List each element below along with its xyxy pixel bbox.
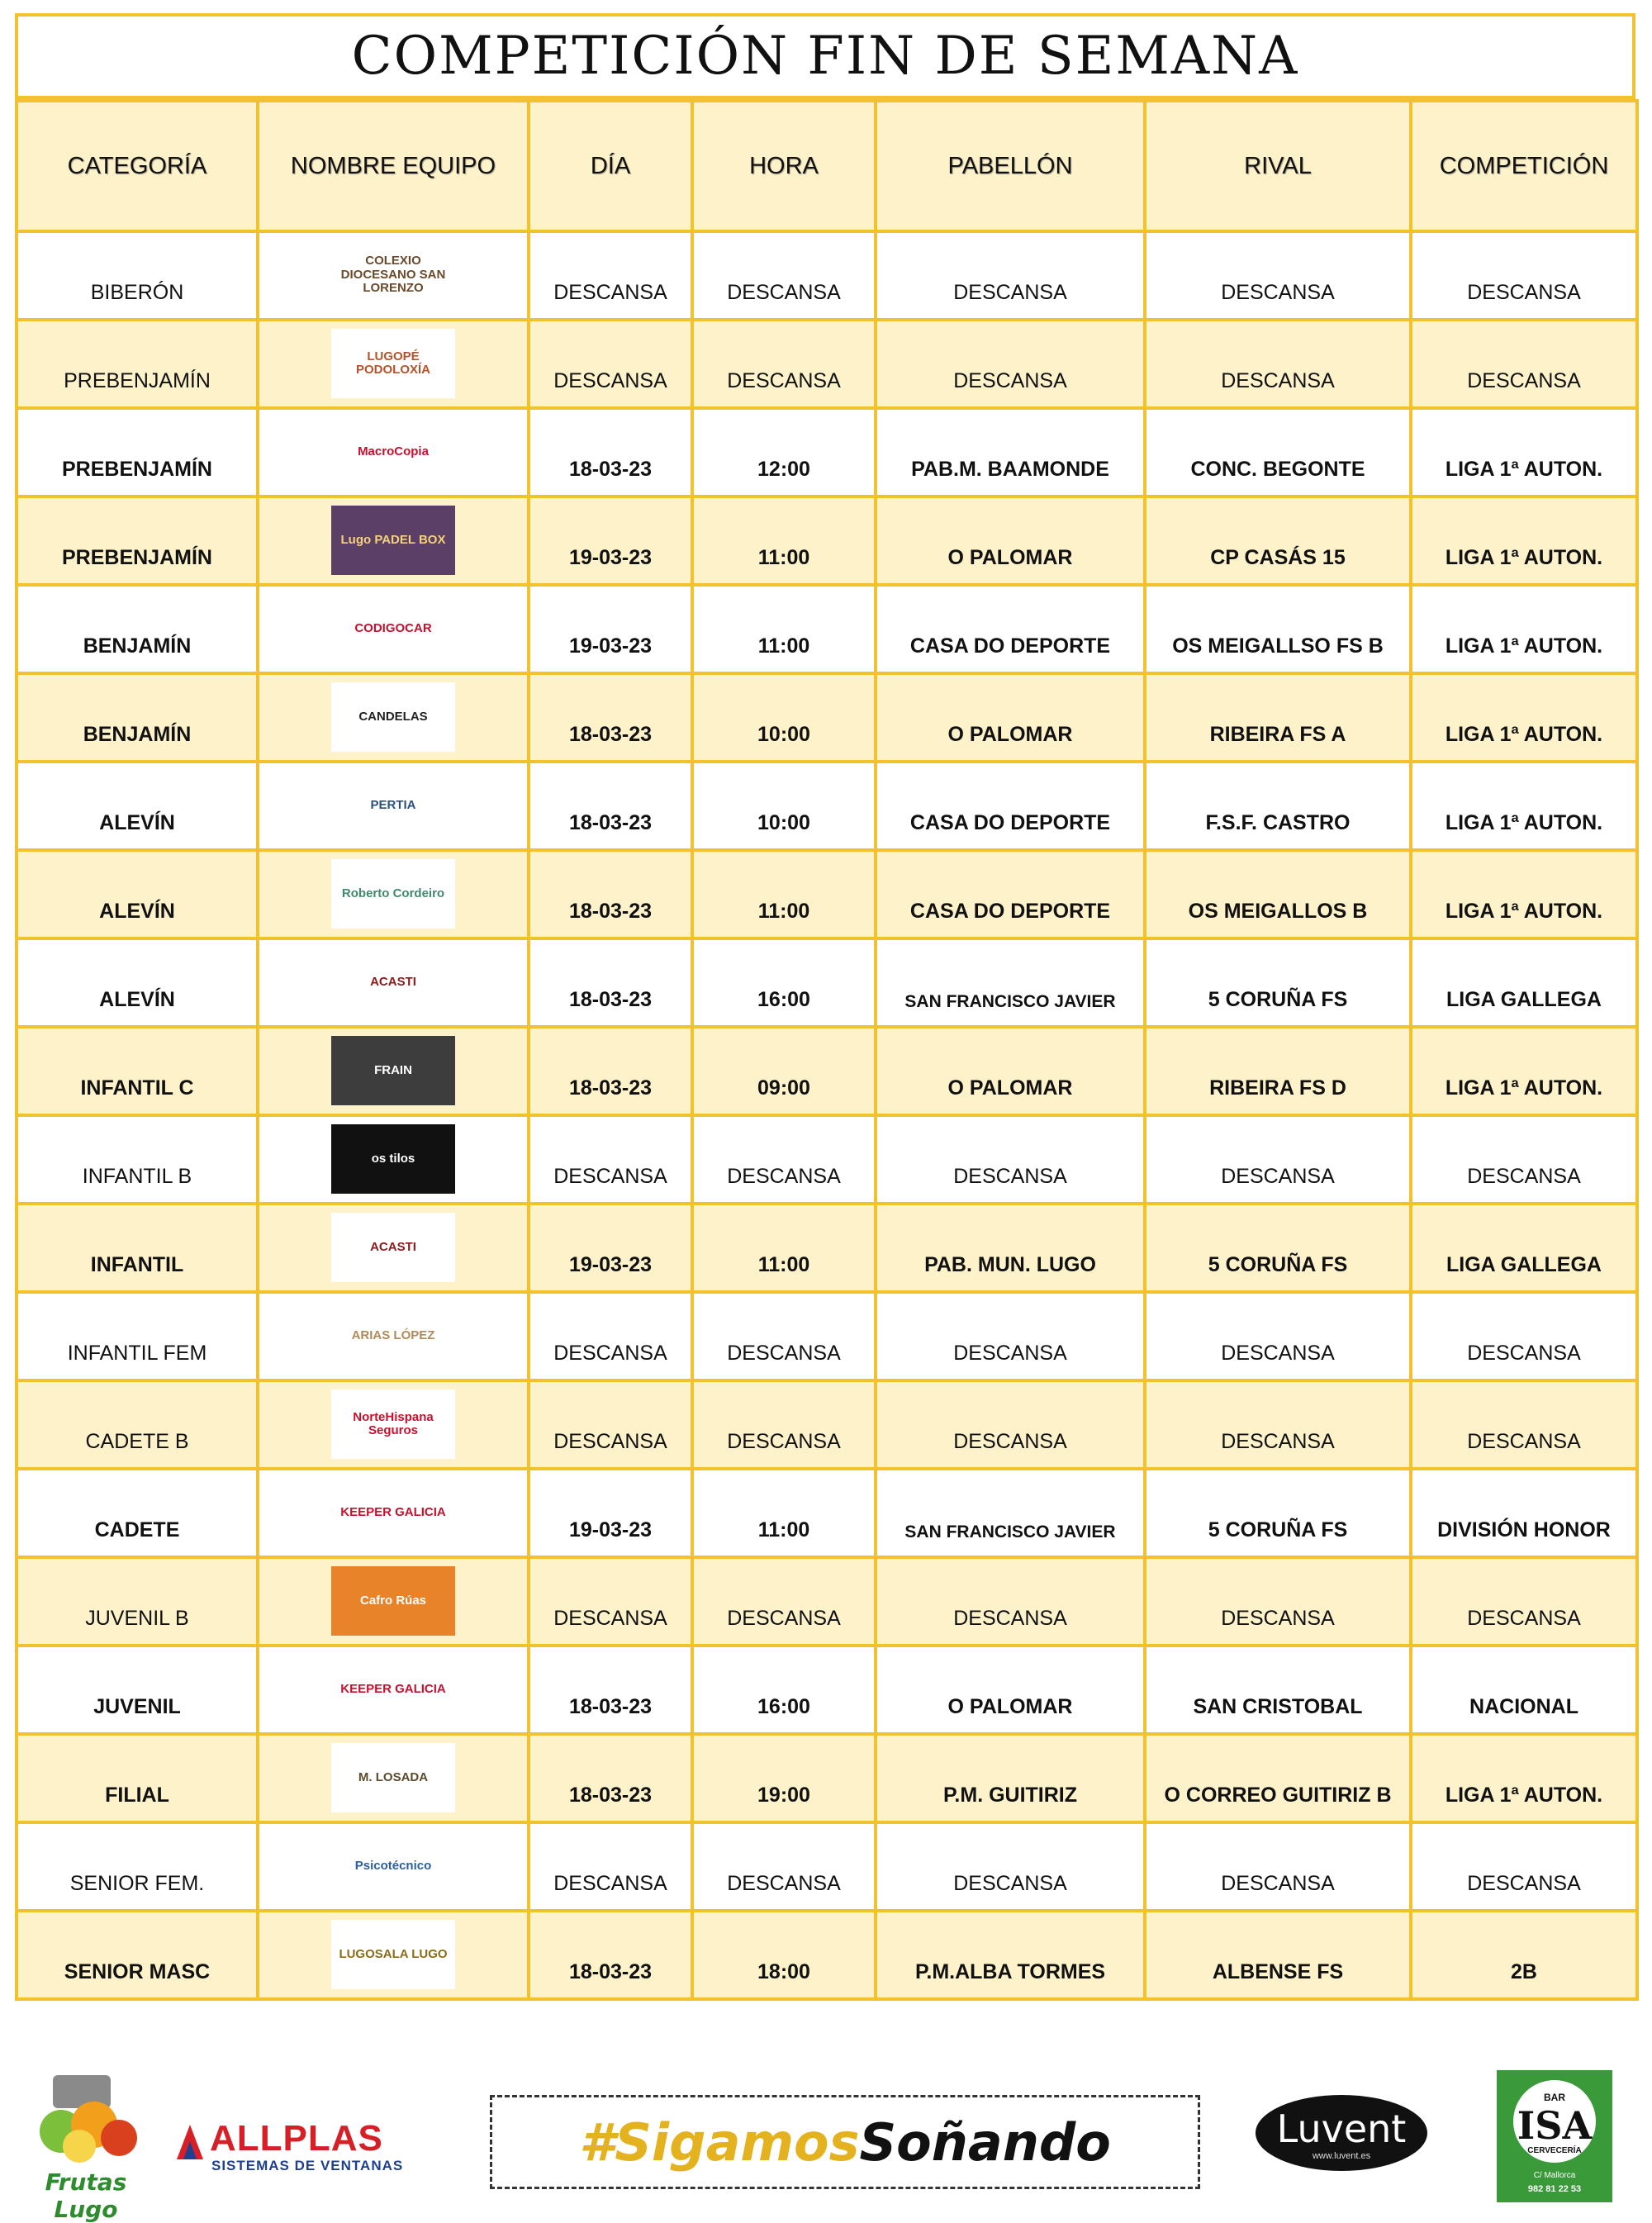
cell-hora: DESCANSA [692,1292,876,1380]
table-row [17,1292,1637,1380]
bar-isa-name: ISA [1517,2103,1593,2148]
cell-competicion: DESCANSA [1411,1822,1637,1911]
cell-dia: 18-03-23 [529,1646,692,1734]
cell-dia: DESCANSA [529,1557,692,1646]
table-row [17,1115,1637,1204]
cell-competicion: LIGA 1ª AUTON. [1411,673,1637,762]
cell-competicion: NACIONAL [1411,1646,1637,1734]
page-title: COMPETICIÓN FIN DE SEMANA [351,26,1299,87]
table-row [17,1822,1637,1911]
team-sponsor-cell [258,320,529,408]
cell-rival: DESCANSA [1145,1292,1411,1380]
team-sponsor-cell [258,1469,529,1557]
sponsor-logo: Cafro Rúas [331,1566,455,1636]
team-sponsor-cell [258,1734,529,1822]
cell-hora: 11:00 [692,1204,876,1292]
team-sponsor-cell [258,762,529,850]
cell-hora: 10:00 [692,673,876,762]
header-nombre-equipo: NOMBRE EQUIPO [258,101,529,231]
sponsor-logo: ARIAS LÓPEZ [331,1301,455,1370]
cell-competicion: LIGA 1ª AUTON. [1411,585,1637,673]
cell-dia: 18-03-23 [529,938,692,1027]
cell-hora: 12:00 [692,408,876,496]
team-sponsor-cell [258,1557,529,1646]
table-row [17,1646,1637,1734]
cell-rival: OS MEIGALLOS B [1145,850,1411,938]
cell-categoria: INFANTIL C [17,1027,258,1115]
cell-pabellon: SAN FRANCISCO JAVIER [876,938,1145,1027]
cell-rival: RIBEIRA FS A [1145,673,1411,762]
cell-competicion: LIGA 1ª AUTON. [1411,762,1637,850]
cell-competicion: DESCANSA [1411,1557,1637,1646]
allplas-mark-icon [173,2121,206,2163]
cell-rival: 5 CORUÑA FS [1145,938,1411,1027]
sponsor-logo: M. LOSADA [331,1743,455,1812]
sponsor-logo: ACASTI [331,948,455,1017]
cell-rival: DESCANSA [1145,1380,1411,1469]
cell-competicion: 2B [1411,1911,1637,1999]
schedule-table [15,99,1639,2001]
table-row [17,496,1637,585]
cell-pabellon: DESCANSA [876,1557,1145,1646]
cell-rival: DESCANSA [1145,1557,1411,1646]
header-dia: DÍA [529,101,692,231]
cell-pabellon: PAB. MUN. LUGO [876,1204,1145,1292]
sponsor-logo: ACASTI [331,1213,455,1282]
sponsor-logo: KEEPER GALICIA [331,1478,455,1547]
table-row [17,585,1637,673]
cell-hora: DESCANSA [692,231,876,320]
cell-rival: ALBENSE FS [1145,1911,1411,1999]
cell-rival: SAN CRISTOBAL [1145,1646,1411,1734]
cell-pabellon: O PALOMAR [876,496,1145,585]
cell-hora: 09:00 [692,1027,876,1115]
cell-categoria: PREBENJAMÍN [17,496,258,585]
sponsor-logo: LUGOPÉ PODOLOXÍA [331,329,455,398]
table-row [17,938,1637,1027]
sponsor-logo: COLEXIO DIOCESANO SAN LORENZO [331,240,455,310]
cell-rival: CONC. BEGONTE [1145,408,1411,496]
hashtag-banner [490,2095,1200,2189]
cell-categoria: INFANTIL [17,1204,258,1292]
cell-dia: 18-03-23 [529,1734,692,1822]
sponsor-logo: MacroCopia [331,417,455,487]
cell-pabellon: DESCANSA [876,1822,1145,1911]
cell-rival: 5 CORUÑA FS [1145,1469,1411,1557]
table-row [17,762,1637,850]
team-sponsor-cell [258,673,529,762]
table-row [17,1734,1637,1822]
cell-competicion: DESCANSA [1411,1380,1637,1469]
team-sponsor-cell [258,1822,529,1911]
cell-categoria: SENIOR MASC [17,1911,258,1999]
cell-rival: RIBEIRA FS D [1145,1027,1411,1115]
sponsor-logo: FRAIN [331,1036,455,1105]
bar-isa-address: C/ Mallorca [1533,2171,1576,2180]
table-row [17,1380,1637,1469]
team-sponsor-cell [258,496,529,585]
team-sponsor-cell [258,1292,529,1380]
table-row [17,1911,1637,1999]
cell-rival: DESCANSA [1145,231,1411,320]
team-sponsor-cell [258,850,529,938]
bar-isa-sub: CERVECERÍA [1527,2146,1582,2155]
hashtag-part2: Soñando [859,2111,1111,2173]
cell-hora: DESCANSA [692,1115,876,1204]
cell-pabellon: DESCANSA [876,1115,1145,1204]
cell-categoria: INFANTIL B [17,1115,258,1204]
table-row [17,1027,1637,1115]
table-row [17,673,1637,762]
cell-hora: DESCANSA [692,320,876,408]
cell-categoria: BENJAMÍN [17,585,258,673]
cell-rival: DESCANSA [1145,320,1411,408]
cell-hora: 10:00 [692,762,876,850]
cell-pabellon: CASA DO DEPORTE [876,585,1145,673]
cell-pabellon: PAB.M. BAAMONDE [876,408,1145,496]
cell-dia: 18-03-23 [529,762,692,850]
cell-competicion: LIGA 1ª AUTON. [1411,496,1637,585]
frutas-lugo-logo [28,2073,144,2223]
sponsor-logo: CANDELAS [331,682,455,752]
cell-categoria: SENIOR FEM. [17,1822,258,1911]
cell-competicion: LIGA 1ª AUTON. [1411,850,1637,938]
table-row [17,320,1637,408]
cell-categoria: FILIAL [17,1734,258,1822]
allplas-logo [173,2118,421,2176]
cell-dia: DESCANSA [529,1380,692,1469]
cell-dia: DESCANSA [529,231,692,320]
bar-isa-logo [1497,2070,1612,2202]
cell-rival: OS MEIGALLSO FS B [1145,585,1411,673]
sponsor-logo: NorteHispana Seguros [331,1389,455,1459]
table-row [17,1204,1637,1292]
team-sponsor-cell [258,1380,529,1469]
cell-dia: DESCANSA [529,320,692,408]
cell-categoria: JUVENIL B [17,1557,258,1646]
cell-pabellon: O PALOMAR [876,1027,1145,1115]
header-competicion: COMPETICIÓN [1411,101,1637,231]
cell-hora: 11:00 [692,1469,876,1557]
team-sponsor-cell [258,1204,529,1292]
cell-pabellon: P.M.ALBA TORMES [876,1911,1145,1999]
cell-hora: 16:00 [692,1646,876,1734]
cell-pabellon: O PALOMAR [876,1646,1145,1734]
table-row [17,231,1637,320]
cell-categoria: PREBENJAMÍN [17,408,258,496]
table-row [17,408,1637,496]
cell-dia: DESCANSA [529,1115,692,1204]
header-rival: RIVAL [1145,101,1411,231]
cell-competicion: LIGA 1ª AUTON. [1411,1027,1637,1115]
sponsor-logo: CODIGOCAR [331,594,455,663]
cell-dia: 19-03-23 [529,496,692,585]
cell-categoria: ALEVÍN [17,850,258,938]
table-row [17,850,1637,938]
cell-dia: 19-03-23 [529,1469,692,1557]
cell-categoria: PREBENJAMÍN [17,320,258,408]
header-categoria: CATEGORÍA [17,101,258,231]
cell-hora: DESCANSA [692,1557,876,1646]
cell-pabellon: DESCANSA [876,1380,1145,1469]
sponsor-logo: KEEPER GALICIA [331,1655,455,1724]
sponsor-footer [0,2049,1652,2223]
cell-competicion: DESCANSA [1411,1292,1637,1380]
luvent-url: www.luvent.es [1312,2151,1371,2161]
cell-rival: 5 CORUÑA FS [1145,1204,1411,1292]
cell-rival: CP CASÁS 15 [1145,496,1411,585]
header-row [17,101,1637,231]
cell-pabellon: DESCANSA [876,320,1145,408]
table-row [17,1469,1637,1557]
cell-dia: 18-03-23 [529,850,692,938]
cell-categoria: CADETE [17,1469,258,1557]
cell-dia: DESCANSA [529,1822,692,1911]
team-sponsor-cell [258,408,529,496]
cell-hora: 19:00 [692,1734,876,1822]
cell-competicion: DIVISIÓN HONOR [1411,1469,1637,1557]
cell-categoria: BENJAMÍN [17,673,258,762]
allplas-name: ALLPLAS [210,2118,383,2159]
team-sponsor-cell [258,938,529,1027]
header-hora: HORA [692,101,876,231]
team-sponsor-cell [258,1115,529,1204]
cell-rival: O CORREO GUITIRIZ B [1145,1734,1411,1822]
cell-competicion: LIGA GALLEGA [1411,938,1637,1027]
bar-isa-phone: 982 81 22 53 [1527,2184,1582,2194]
cell-hora: DESCANSA [692,1380,876,1469]
cell-pabellon: CASA DO DEPORTE [876,762,1145,850]
cell-categoria: ALEVÍN [17,938,258,1027]
cell-hora: 16:00 [692,938,876,1027]
cell-competicion: LIGA GALLEGA [1411,1204,1637,1292]
team-sponsor-cell [258,231,529,320]
cell-rival: F.S.F. CASTRO [1145,762,1411,850]
sponsor-logo: os tilos [331,1124,455,1194]
cell-categoria: CADETE B [17,1380,258,1469]
cell-pabellon: O PALOMAR [876,673,1145,762]
cell-categoria: JUVENIL [17,1646,258,1734]
cell-competicion: DESCANSA [1411,1115,1637,1204]
table-row [17,1557,1637,1646]
cell-rival: DESCANSA [1145,1822,1411,1911]
cell-dia: 19-03-23 [529,585,692,673]
title-banner [15,13,1635,99]
cell-hora: DESCANSA [692,1822,876,1911]
cell-dia: DESCANSA [529,1292,692,1380]
cell-dia: 18-03-23 [529,1027,692,1115]
cell-pabellon: DESCANSA [876,1292,1145,1380]
cell-hora: 18:00 [692,1911,876,1999]
cell-pabellon: P.M. GUITIRIZ [876,1734,1145,1822]
cell-dia: 18-03-23 [529,673,692,762]
cell-dia: 18-03-23 [529,408,692,496]
cell-competicion: DESCANSA [1411,231,1637,320]
sponsor-logo: PERTIA [331,771,455,840]
cell-pabellon: SAN FRANCISCO JAVIER [876,1469,1145,1557]
team-sponsor-cell [258,1646,529,1734]
frutas-lugo-name: Frutas Lugo [45,2168,127,2223]
cell-hora: 11:00 [692,850,876,938]
cell-pabellon: CASA DO DEPORTE [876,850,1145,938]
sponsor-logo: Psicotécnico [331,1831,455,1901]
sponsor-logo: Lugo PADEL BOX [331,506,455,575]
cell-hora: 11:00 [692,585,876,673]
team-sponsor-cell [258,585,529,673]
cell-pabellon: DESCANSA [876,231,1145,320]
sponsor-logo: LUGOSALA LUGO [331,1920,455,1989]
cell-rival: DESCANSA [1145,1115,1411,1204]
cell-categoria: BIBERÓN [17,231,258,320]
bar-isa-top: BAR [1544,2092,1565,2103]
cell-categoria: ALEVÍN [17,762,258,850]
team-sponsor-cell [258,1911,529,1999]
allplas-tagline: SISTEMAS DE VENTANAS [211,2158,404,2173]
team-sponsor-cell [258,1027,529,1115]
cell-dia: 19-03-23 [529,1204,692,1292]
cell-categoria: INFANTIL FEM [17,1292,258,1380]
fruit-icon [28,2073,144,2164]
cell-competicion: DESCANSA [1411,320,1637,408]
hashtag-part1: #Sigamos [579,2111,860,2173]
luvent-name: Luvent [1276,2107,1407,2151]
sponsor-logo: Roberto Cordeiro [331,859,455,929]
cell-competicion: LIGA 1ª AUTON. [1411,1734,1637,1822]
cell-competicion: LIGA 1ª AUTON. [1411,408,1637,496]
header-pabellon: PABELLÓN [876,101,1145,231]
cell-dia: 18-03-23 [529,1911,692,1999]
cell-hora: 11:00 [692,496,876,585]
luvent-logo [1252,2092,1431,2179]
